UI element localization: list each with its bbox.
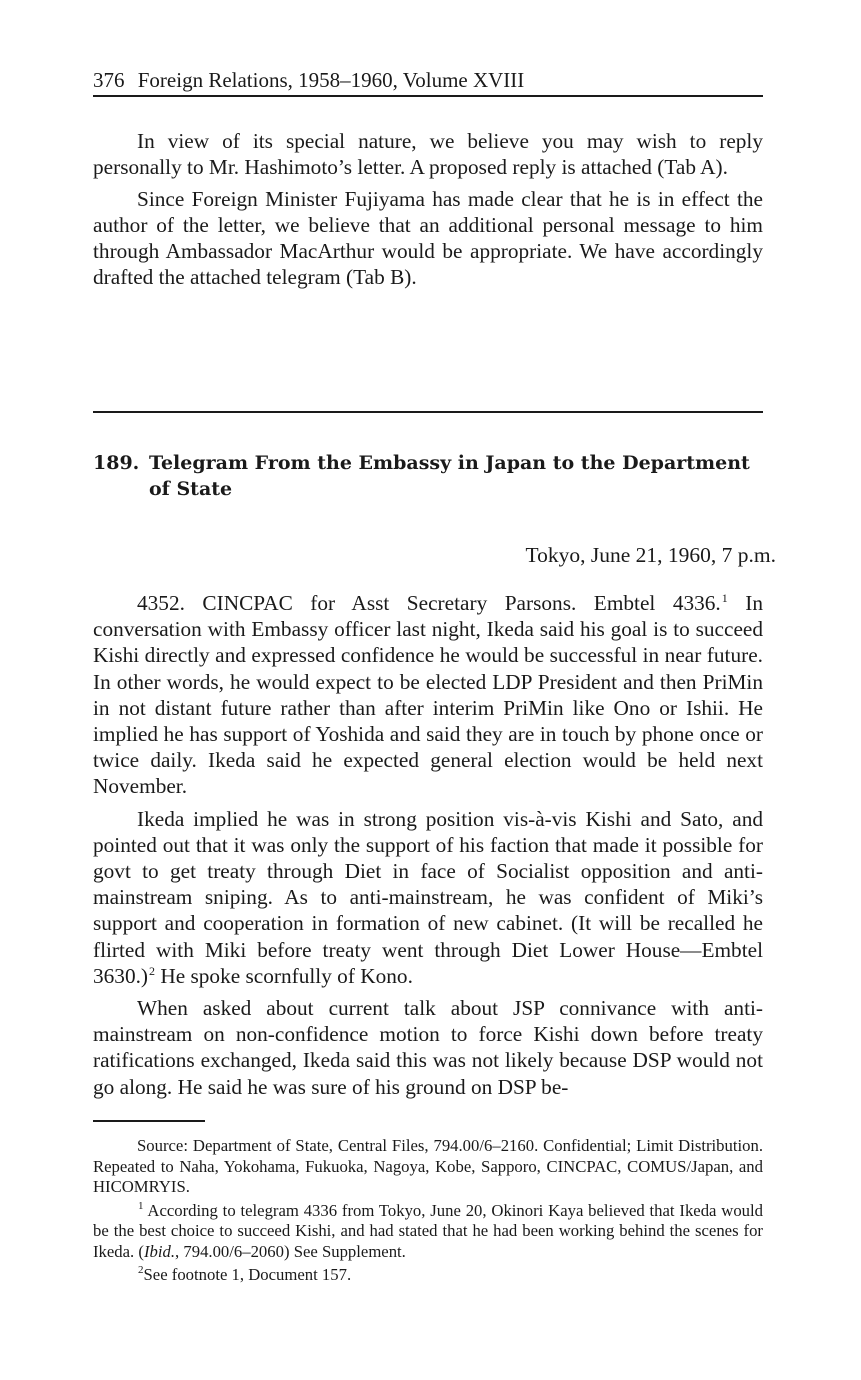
footnote-rule (93, 1120, 205, 1122)
document-number: 189. (93, 452, 140, 474)
intro-paragraph: Since Foreign Minister Fujiyama has made clear that he is in effect the author of the letter, we believe that an additional personal message to him through Ambassador MacArthur would be appropriate. We have accordingly drafted the attached telegram (Tab B). (93, 187, 763, 289)
header-rule (93, 95, 763, 97)
document-title: Telegram From the Embassy in Japan to the Department of State (149, 452, 750, 500)
section-divider (93, 411, 763, 413)
footnotes (93, 1136, 763, 1286)
running-title: Foreign Relations, 1958–1960, Volume XVIII (137, 68, 525, 92)
footnote-ref: 2 (149, 963, 156, 978)
dateline: Tokyo, June 21, 1960, 7 p.m. (525, 543, 776, 567)
body-paragraph: When asked about current talk about JSP connivance with anti-mainstream on non-confidence motion to force Kishi down before treaty ratifications exchanged, Ikeda said this was not likely because DSP would not go along. He said he was sure of his ground on DSP be- (93, 996, 763, 1099)
intro-section (93, 128, 763, 290)
page-number: 376 (93, 68, 125, 92)
footnote-2: $^2$See footnote 1, Document 157. (138, 1264, 352, 1284)
document-heading (93, 450, 763, 502)
intro-paragraph: In view of its special nature, we believe you may wish to reply personally to Mr. Hashimoto’s letter. A proposed reply is attached (Tab A). (93, 129, 763, 179)
footnote-1: $^1$ According to telegram 4336 from Tokyo, June 20, Okinori Kaya believed that Ikeda would be the best choice to succeed Kishi, and had stated that he had been working behind the scenes for Ikeda. (Ibid., 794.00/6–2060) See Supplement. (93, 1199, 763, 1261)
source-note: Source: Department of State, Central Files, 794.00/6–2160. Confidential; Limit Distribution. Repeated to Naha, Yokohama, Fukuoka, Nagoya, Kobe, Sapporo, CINCPAC, COMUS/Japan, and HICOMRYIS. (93, 1136, 763, 1196)
footnote-ref: 1 (721, 590, 728, 605)
body-paragraph: 4352. CINCPAC for Asst Secretary Parsons. Embtel 4336.$^1$ In conversation with Embassy officer last night, Ikeda said his goal is to succeed Kishi directly and expressed confidence he would be successful in near future. In other words, he would expect to be elected LDP President and then PriMin in not distant future rather than after interim PriMin like Ono or Ishii. He implied he has support of Yoshida and said they are in touch by phone once or twice daily. Ikeda said he expected general election would be held next November. (93, 590, 763, 799)
running-head (93, 66, 763, 94)
body-paragraph: Ikeda implied he was in strong position vis-à-vis Kishi and Sato, and pointed out that it was only the support of his faction that made it possible for govt to get treaty through Diet in face of Socialist opposition and anti-mainstream sniping. As to anti-mainstream, he was confident of Miki’s support and cooperation in formation of new cabinet. (It will be recalled he flirted with Miki before treaty went through Diet Lower House—Embtel 3630.)$^2$ He spoke scornfully of Kono. (93, 806, 763, 988)
telegram-body (93, 590, 763, 1100)
